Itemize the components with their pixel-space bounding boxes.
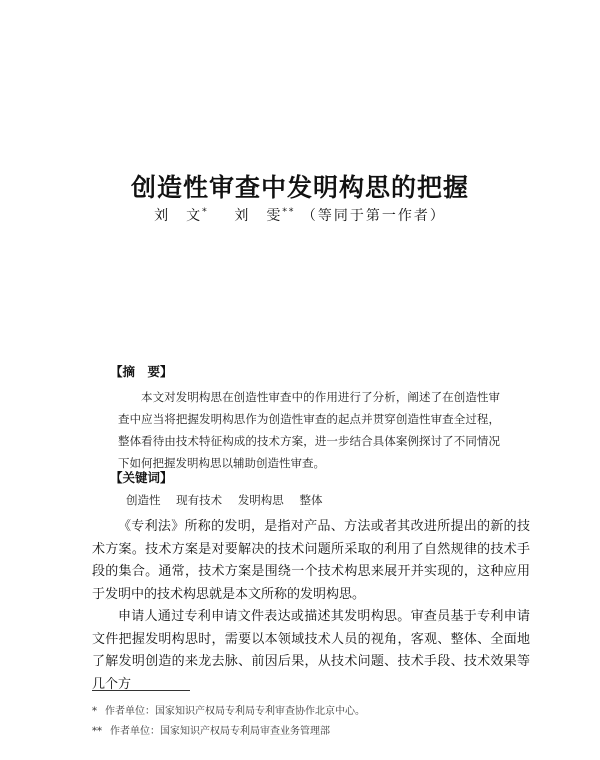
keyword: 现有技术: [176, 493, 223, 507]
footnote-1-mark: *: [92, 706, 97, 717]
author-2-name: 刘 雯: [234, 208, 283, 224]
body-paragraph-1: 《专利法》所称的发明，是指对产品、方法或者其改进所提出的新的技术方案。技术方案是对要解决的技术问题所采取的利用了自然规律的技术手段的集合。通常，技术方案是围绕一个技术构思来展开并实现的，这种应用于发明中的技术构思就是本文所称的发明构思。: [92, 519, 530, 602]
keywords-label: 【关键词】: [110, 470, 173, 485]
footnote-1-text: 作者单位：国家知识产权局专利局专利审查协作北京中心。: [105, 706, 365, 717]
abstract-text: 本文对发明构思在创造性审查中的作用进行了分析，阐述了在创造性审查中应当将把握发明构思作为创造性审查的起点并贯穿创造性审查全过程，整体看待由技术特征构成的技术方案，进一步结合具体案例探讨了不同情况下如何把握发明构思以辅助创造性审查。: [118, 390, 500, 470]
keywords-list: [126, 492, 322, 508]
abstract-label: 【摘 要】: [110, 364, 173, 379]
author-line: [0, 205, 600, 225]
keyword: 整体: [299, 493, 323, 507]
footnote-2-text: 作者单位：国家知识产权局专利局审查业务管理部: [110, 726, 330, 737]
footnote-2-mark: **: [92, 726, 102, 737]
author-1-name: 刘 文: [154, 208, 203, 224]
keyword: 创造性: [126, 493, 161, 507]
keyword: 发明构思: [237, 493, 284, 507]
author-1-mark: *: [202, 207, 209, 218]
author-2-mark: **: [282, 207, 296, 218]
footnote-2: [92, 722, 330, 737]
footnote-divider: [92, 690, 190, 691]
paper-title: 创造性审查中发明构思的把握: [130, 173, 469, 202]
author-note: （等同于第一作者）: [301, 208, 446, 224]
footnote-1: [92, 702, 365, 717]
body-paragraph-2: 申请人通过专利申请文件表达或描述其发明构思。审查员基于专利申请文件把握发明构思时，需要以本领域技术人员的视角，客观、整体、全面地了解发明创造的来龙去脉、前因后果，从技术问题、技术手段、技术效果等几个方: [92, 609, 530, 692]
